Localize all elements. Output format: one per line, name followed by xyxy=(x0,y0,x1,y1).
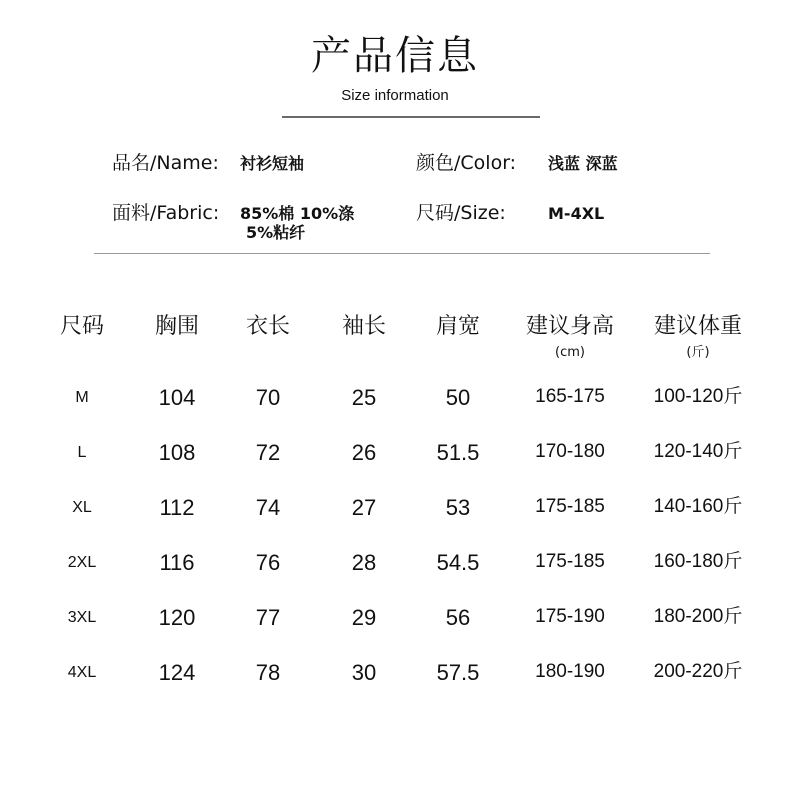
cell-shoulder: 56 xyxy=(445,605,471,630)
cell-size: 3XL xyxy=(67,609,97,626)
cell-sleeve: 29 xyxy=(351,605,377,630)
cell-length: 72 xyxy=(255,440,281,465)
header-height: 建议身高 xyxy=(525,314,614,339)
fabric-label: 面料/Fabric: xyxy=(112,202,220,224)
cell-weight: 200-220斤 xyxy=(653,661,743,682)
cell-size: 2XL xyxy=(67,554,97,571)
cell-chest: 124 xyxy=(158,660,196,685)
weight-unit: (斤) xyxy=(686,345,710,360)
cell-length: 70 xyxy=(255,385,281,410)
color-value: 浅蓝 深蓝 xyxy=(548,154,618,173)
cell-sleeve: 30 xyxy=(351,660,377,685)
header-sleeve: 袖长 xyxy=(341,314,386,339)
fabric-value-line1: 85%棉 10%涤 xyxy=(240,204,355,223)
cell-chest: 116 xyxy=(159,550,195,575)
cell-weight: 180-200斤 xyxy=(653,606,743,627)
cell-height: 165-175 xyxy=(535,386,605,407)
cell-length: 74 xyxy=(255,495,281,520)
cell-weight: 120-140斤 xyxy=(653,441,743,462)
cell-height: 175-185 xyxy=(535,551,605,572)
cell-sleeve: 28 xyxy=(351,550,377,575)
cell-length: 76 xyxy=(255,550,281,575)
header-weight: 建议体重 xyxy=(653,314,742,339)
cell-shoulder: 50 xyxy=(445,385,471,410)
color-label: 颜色/Color: xyxy=(416,152,517,174)
cell-height: 175-185 xyxy=(535,496,605,517)
size-value: M-4XL xyxy=(548,204,605,223)
cell-weight: 160-180斤 xyxy=(653,551,743,572)
cell-length: 77 xyxy=(255,605,281,630)
page-subtitle: Size information xyxy=(341,87,449,104)
cell-sleeve: 25 xyxy=(351,385,377,410)
header-length: 衣长 xyxy=(245,314,290,339)
page-title: 产品信息 xyxy=(311,33,479,79)
cell-chest: 104 xyxy=(158,385,196,410)
header-size: 尺码 xyxy=(59,314,104,339)
header-shoulder: 肩宽 xyxy=(435,314,480,339)
name-value: 衬衫短袖 xyxy=(240,154,305,173)
cell-weight: 140-160斤 xyxy=(653,496,743,517)
cell-length: 78 xyxy=(255,660,281,685)
cell-chest: 112 xyxy=(159,495,195,520)
cell-sleeve: 27 xyxy=(351,495,377,520)
cell-weight: 100-120斤 xyxy=(653,386,743,407)
cell-shoulder: 53 xyxy=(445,495,471,520)
fabric-value-line2: 5%粘纤 xyxy=(246,223,306,242)
name-label: 品名/Name: xyxy=(112,152,219,174)
cell-size: XL xyxy=(72,499,92,516)
cell-size: 4XL xyxy=(67,664,97,681)
cell-height: 180-190 xyxy=(535,661,605,682)
cell-shoulder: 57.5 xyxy=(436,660,480,685)
size-label: 尺码/Size: xyxy=(416,202,506,224)
cell-height: 175-190 xyxy=(535,606,605,627)
cell-sleeve: 26 xyxy=(351,440,377,465)
header-chest: 胸围 xyxy=(154,314,199,339)
cell-size: M xyxy=(75,389,89,406)
cell-size: L xyxy=(77,444,87,461)
cell-shoulder: 54.5 xyxy=(436,550,480,575)
cell-chest: 120 xyxy=(158,605,196,630)
cell-shoulder: 51.5 xyxy=(436,440,480,465)
cell-height: 170-180 xyxy=(535,441,605,462)
height-unit: (cm) xyxy=(555,345,585,360)
cell-chest: 108 xyxy=(158,440,196,465)
